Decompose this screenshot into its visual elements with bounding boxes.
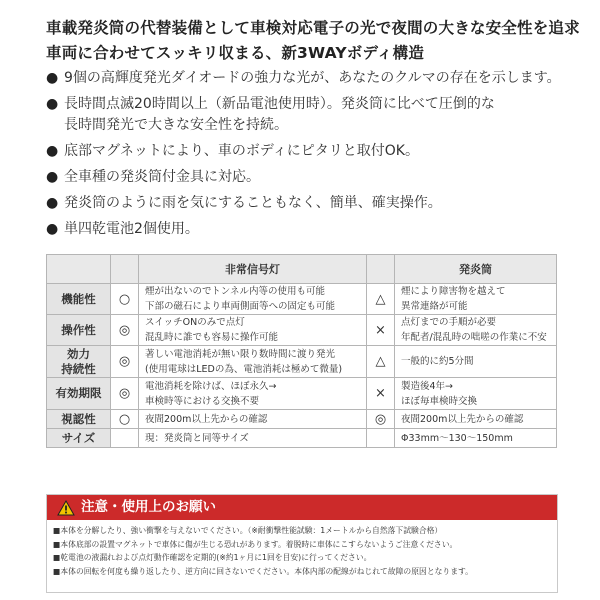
rating-mark: × (367, 378, 395, 410)
rating-mark (367, 429, 395, 448)
rating-mark: ◎ (111, 378, 139, 410)
warning-triangle-icon (57, 500, 75, 516)
feature-item: ● 単四乾電池2個使用。 (46, 219, 576, 240)
cell-text: 電池消耗を除けば、ほぼ永久→ 車検時等における交換不要 (139, 378, 367, 410)
table-row (47, 315, 557, 346)
comparison-table (46, 254, 557, 448)
row-label: 機能性 (47, 284, 111, 315)
header-emergency-light: 非常信号灯 (139, 255, 367, 284)
caution-header (47, 495, 557, 520)
caution-notes (47, 520, 557, 578)
headline-line-2: 車両に合わせてスッキリ収まる、新3WAYボディ構造 (46, 44, 425, 62)
cell-text: スイッチONのみで点灯 混乱時に誰でも容易に操作可能 (139, 315, 367, 346)
table-header-row (47, 255, 557, 284)
table-row (47, 410, 557, 429)
table-row (47, 378, 557, 410)
bullet-dot-icon: ● (46, 70, 59, 86)
caution-note: ■乾電池の液漏れおよび点灯動作確認を定期的(※約1ヶ月に1回を目安)に行ってください。 (53, 553, 372, 562)
row-label: 操作性 (47, 315, 111, 346)
caution-title: 注意・使用上のお願い (81, 499, 216, 515)
feature-list (46, 68, 576, 245)
bullet-dot-icon: ● (46, 221, 59, 237)
rating-mark: ◎ (367, 410, 395, 429)
feature-item: ● 9個の高輝度発光ダイオードの強力な光が、あなたのクルマの存在を示します。 (46, 68, 576, 89)
cell-text: 煙が出ないのでトンネル内等の使用も可能 下部の磁石により車両側面等への固定も可能 (139, 284, 367, 315)
bullet-dot-icon: ● (46, 143, 59, 159)
bullet-dot-icon: ● (46, 96, 59, 112)
table-row (47, 429, 557, 448)
cell-text: 点灯までの手順が必要 年配者/混乱時の咄嗟の作業に不安 (395, 315, 557, 346)
cell-text: 著しい電池消耗が無い限り数時間に渡り発光 (使用電球はLEDの為、電池消耗は極めて微量) (139, 346, 367, 378)
row-label: 有効期限 (47, 378, 111, 410)
feature-item: ● 発炎筒のように雨を気にすることもなく、簡単、確実操作。 (46, 193, 576, 214)
cell-text: 夜間200m以上先からの確認 (139, 410, 367, 429)
bullet-dot-icon: ● (46, 195, 59, 211)
headline-line-1: 車載発炎筒の代替装備として車検対応電子の光で夜間の大きな安全性を追求 (46, 19, 580, 37)
cell-text: 一般的に約5分間 (395, 346, 557, 378)
rating-mark: ◎ (111, 346, 139, 378)
table-row (47, 284, 557, 315)
row-label: 効力 持続性 (47, 346, 111, 378)
cell-text: Φ33mm〜130〜150mm (395, 429, 557, 448)
cell-text: 現：発炎筒と同等サイズ (139, 429, 367, 448)
header-blank (47, 255, 111, 284)
caution-note: ■本体を分解したり、強い衝撃を与えないでください。（※耐衝撃性能試験：1メートルから自然落下試験合格） (53, 526, 443, 535)
cell-text: 夜間200m以上先からの確認 (395, 410, 557, 429)
rating-mark: × (367, 315, 395, 346)
rating-mark: △ (367, 284, 395, 315)
cell-text: 製造後4年→ ほぼ毎車検時交換 (395, 378, 557, 410)
rating-mark: ◎ (111, 315, 139, 346)
caution-box (46, 494, 558, 593)
feature-item: ● 底部マグネットにより、車のボディにピタリと取付OK。 (46, 141, 576, 162)
rating-mark (111, 429, 139, 448)
rating-mark: ○ (111, 284, 139, 315)
feature-item: ● 長時間点滅20時間以上（新品電池使用時）。発炎筒に比べて圧倒的な 長時間発光で大きな安全性を持続。 (46, 96, 495, 133)
bullet-dot-icon: ● (46, 169, 59, 185)
header-flare: 発炎筒 (395, 255, 557, 284)
header-blank (111, 255, 139, 284)
caution-note: ■本体の回転を何度も繰り返したり、逆方向に回さないでください。本体内部の配線がねじれて故障の原因となります。 (53, 566, 473, 576)
table-row (47, 346, 557, 378)
row-label: サイズ (47, 429, 111, 448)
rating-mark: ○ (111, 410, 139, 429)
cell-text: 煙により障害物を越えて 異常連絡が可能 (395, 284, 557, 315)
caution-note: ■本体底部の設置マグネットで車体に傷が生じる恐れがあります。着脱時に車体にこすらないようご注意ください。 (53, 539, 458, 549)
headline (46, 16, 580, 66)
feature-item: ● 全車種の発炎筒付金具に対応。 (46, 167, 576, 188)
rating-mark: △ (367, 346, 395, 378)
row-label: 視認性 (47, 410, 111, 429)
header-blank (367, 255, 395, 284)
